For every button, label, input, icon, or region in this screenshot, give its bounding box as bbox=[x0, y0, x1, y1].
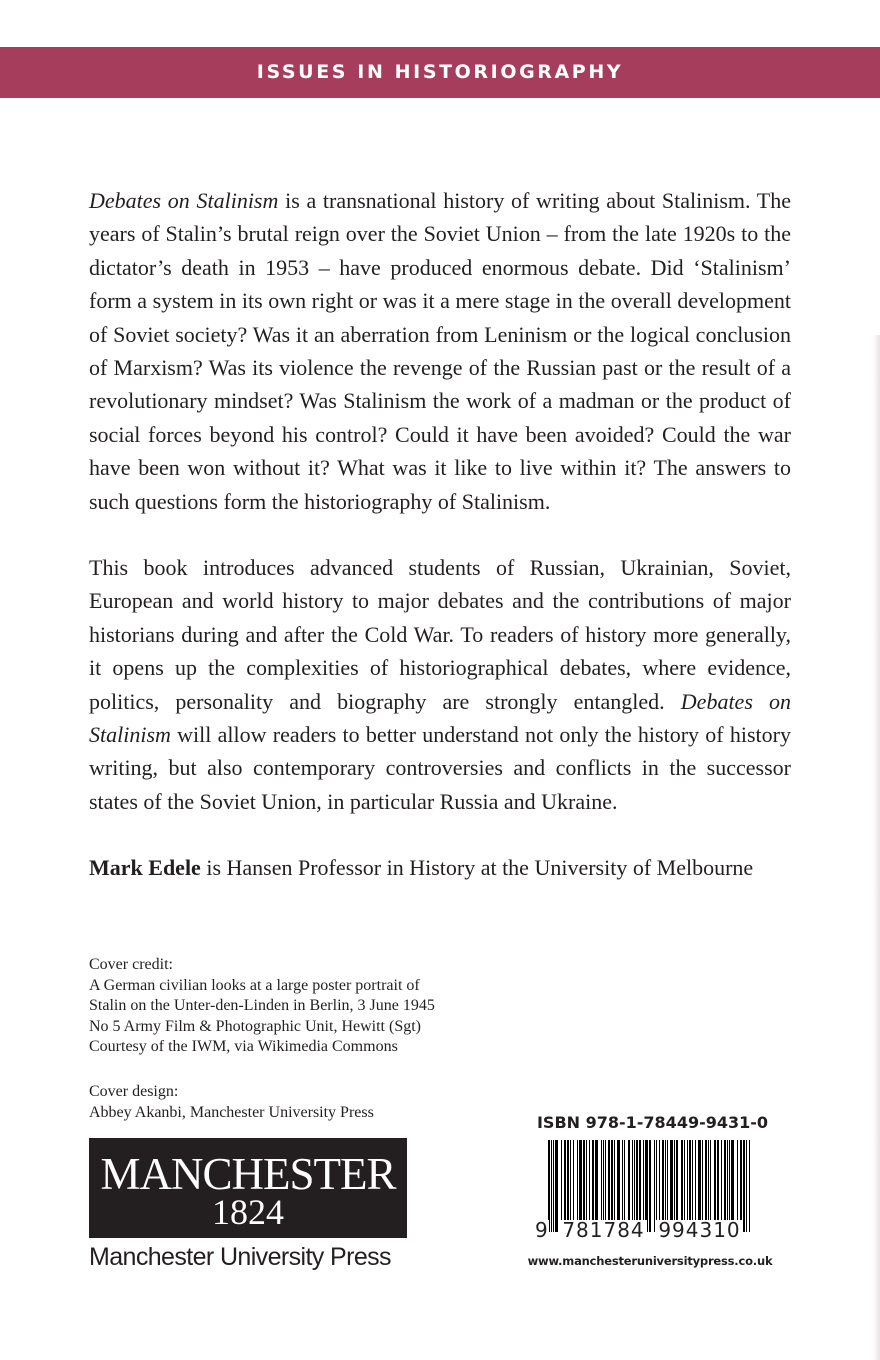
publisher-name: Manchester University Press bbox=[89, 1243, 391, 1271]
publisher-logo bbox=[89, 1138, 407, 1238]
cover-credit-line: Stalin on the Unter-den-Linden in Berlin, 3 June 1945 bbox=[89, 997, 435, 1014]
author-bio-text: is Hansen Professor in History at the University of Melbourne bbox=[200, 855, 754, 880]
publisher-website: www.manchesteruniversitypress.co.uk bbox=[527, 1254, 773, 1268]
blurb-paragraph-1 bbox=[89, 184, 791, 518]
cover-credit bbox=[89, 955, 509, 1058]
series-title: ISSUES IN HISTORIOGRAPHY bbox=[256, 61, 624, 83]
blurb-text: is a transnational history of writing about Stalinism. The years of Stalin’s brutal reign over the Soviet Union – from the late 1920s to the dictator’s death in 1953 – have produced enormous debate. Did ‘Stalinism’ form a system in its own right or was it a mere stage in the overall development of Soviet society? Was it an aberration from Leninism or the logical conclusion of Marxism? Was its violence the revenge of the Russian past or the result of a revolutionary mindset? Was Stalinism the work of a madman or the product of social forces beyond his control? Could it have been avoided? Could the war have been won without it? What was it like to live within it? The answers to such questions form the historiography of Stalinism. bbox=[89, 188, 791, 514]
cover-design-heading: Cover design: bbox=[89, 1083, 179, 1100]
blurb-text: will allow readers to better understand not only the history of history writing, but also contemporary controversies and conflicts in the successor states of the Soviet Union, in particular Russia and Ukraine. bbox=[89, 722, 791, 814]
publisher-logo-year: 1824 bbox=[212, 1192, 284, 1232]
cover-credit-line: Courtesy of the IWM, via Wikimedia Commons bbox=[89, 1038, 398, 1055]
blurb-paragraph-2 bbox=[89, 551, 791, 818]
barcode-digits-right: 994310 bbox=[656, 1220, 743, 1240]
barcode-digits bbox=[535, 1140, 756, 1242]
cover-design bbox=[89, 1082, 509, 1123]
barcode-digit-first: 9 bbox=[535, 1218, 548, 1242]
barcode-digits-left: 781784 bbox=[560, 1220, 647, 1240]
cover-design-text: Abbey Akanbi, Manchester University Press bbox=[89, 1103, 374, 1121]
cover-credit-heading: Cover credit: bbox=[89, 956, 173, 973]
series-band bbox=[0, 47, 880, 98]
page-edge bbox=[873, 335, 880, 1360]
publisher-logo-name: MANCHESTER bbox=[100, 1149, 396, 1199]
isbn-barcode bbox=[535, 1140, 756, 1242]
cover-credit-line: No 5 Army Film & Photographic Unit, Hewitt (Sgt) bbox=[89, 1017, 421, 1035]
book-title: Debates on Stalinism bbox=[89, 188, 279, 213]
author-bio bbox=[89, 851, 791, 884]
author-name: Mark Edele bbox=[89, 855, 201, 880]
isbn-label: ISBN 978-1-78449-9431-0 bbox=[536, 1113, 769, 1132]
blurb-text: This book introduces advanced students of Russian, Ukrainian, Soviet, European and world history to major debates and the contributions of major historians during and after the Cold War. To readers of history more generally, it opens up the complexities of historiographical debates, where evidence, politics, personality and biography are strongly entangled. bbox=[89, 555, 791, 714]
book-title: Debates on Stalinism bbox=[89, 688, 792, 748]
cover-credit-line: A German civilian looks at a large poster portrait of bbox=[89, 976, 420, 994]
